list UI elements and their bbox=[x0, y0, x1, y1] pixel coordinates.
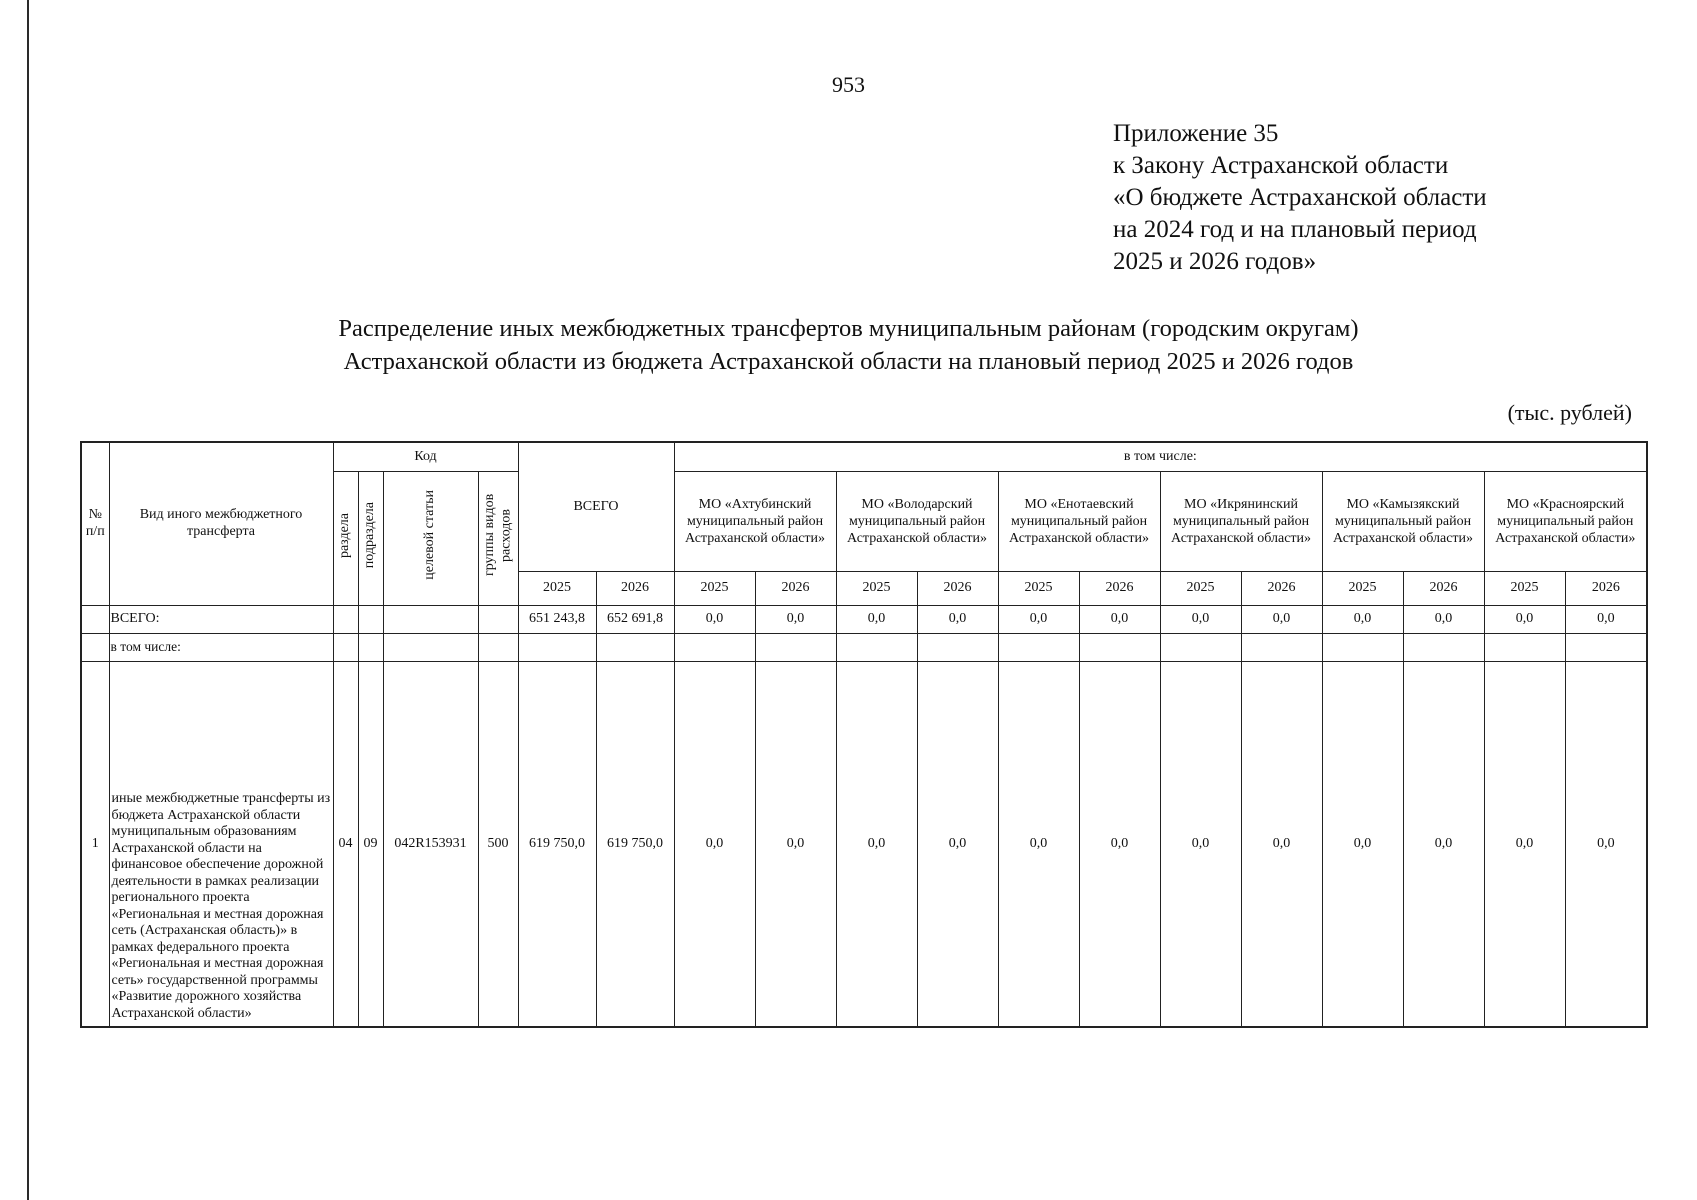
table-cell bbox=[1079, 633, 1160, 661]
table-cell bbox=[81, 633, 109, 661]
binding-line bbox=[27, 0, 29, 1200]
header-year: 2025 bbox=[1484, 571, 1565, 605]
header-code-subsection: подраздела bbox=[358, 471, 383, 605]
table-cell: 0,0 bbox=[836, 661, 917, 1027]
table-cell bbox=[478, 605, 518, 633]
table-cell bbox=[998, 633, 1079, 661]
table-cell: 0,0 bbox=[1322, 661, 1403, 1027]
table-cell: 0,0 bbox=[1079, 661, 1160, 1027]
header-year: 2025 bbox=[1160, 571, 1241, 605]
table-cell bbox=[81, 605, 109, 633]
table-cell: 0,0 bbox=[917, 661, 998, 1027]
row-num: 1 bbox=[81, 661, 109, 1027]
table-cell bbox=[674, 633, 755, 661]
annex-block bbox=[1113, 118, 1487, 278]
table-cell: 0,0 bbox=[674, 661, 755, 1027]
table-cell: 0,0 bbox=[1565, 605, 1647, 633]
table-cell: 0,0 bbox=[1565, 661, 1647, 1027]
table-cell: 0,0 bbox=[755, 605, 836, 633]
table-cell: 0,0 bbox=[1241, 605, 1322, 633]
table-cell bbox=[518, 633, 596, 661]
page-number: 953 bbox=[832, 72, 865, 97]
total-2025: 651 243,8 bbox=[518, 605, 596, 633]
table-cell bbox=[1484, 633, 1565, 661]
header-district-volodarsky: МО «Володарский муниципальный район Астраханской области» bbox=[836, 471, 998, 571]
header-code-expense-group: группы видов расходов bbox=[478, 471, 518, 605]
table-cell bbox=[1160, 633, 1241, 661]
total-2026: 652 691,8 bbox=[596, 605, 674, 633]
header-year: 2026 bbox=[596, 571, 674, 605]
row-total-2026: 619 750,0 bbox=[596, 661, 674, 1027]
header-code-target: целевой статьи bbox=[383, 471, 478, 605]
table-cell bbox=[917, 633, 998, 661]
title-line-1: Распределение иных межбюджетных трансфертов муниципальным районам (городским округам) bbox=[338, 315, 1359, 342]
header-year: 2026 bbox=[917, 571, 998, 605]
including-row-label: в том числе: bbox=[109, 633, 333, 661]
table-cell bbox=[478, 633, 518, 661]
row-section: 04 bbox=[333, 661, 358, 1027]
annex-line: 2025 и 2026 годов» bbox=[1113, 248, 1317, 275]
header-district-krasnoyarsky: МО «Красноярский муниципальный район Астраханской области» bbox=[1484, 471, 1647, 571]
header-district-ikryaninsky: МО «Икрянинский муниципальный район Астраханской области» bbox=[1160, 471, 1322, 571]
table-cell: 0,0 bbox=[917, 605, 998, 633]
table-cell: 0,0 bbox=[1484, 605, 1565, 633]
table-cell: 0,0 bbox=[1403, 661, 1484, 1027]
table-cell bbox=[358, 633, 383, 661]
annex-line: к Закону Астраханской области bbox=[1113, 152, 1449, 179]
header-year: 2026 bbox=[1403, 571, 1484, 605]
annex-line: «О бюджете Астраханской области bbox=[1113, 184, 1487, 211]
table-row bbox=[81, 661, 1647, 1027]
header-code-section: раздела bbox=[333, 471, 358, 605]
table-cell: 0,0 bbox=[674, 605, 755, 633]
table-cell: 0,0 bbox=[1241, 661, 1322, 1027]
total-row-label: ВСЕГО: bbox=[109, 605, 333, 633]
table-cell: 0,0 bbox=[998, 661, 1079, 1027]
document-title bbox=[0, 312, 1697, 378]
header-year: 2026 bbox=[1241, 571, 1322, 605]
header-year: 2026 bbox=[1565, 571, 1647, 605]
table-cell: 0,0 bbox=[1484, 661, 1565, 1027]
table-cell: 0,0 bbox=[998, 605, 1079, 633]
header-year: 2025 bbox=[518, 571, 596, 605]
table-cell bbox=[1565, 633, 1647, 661]
annex-line: Приложение 35 bbox=[1113, 120, 1279, 147]
header-including: в том числе: bbox=[674, 442, 1647, 471]
title-line-2: Астраханской области из бюджета Астраханской области на плановый период 2025 и 2026 годов bbox=[343, 348, 1354, 375]
header-year: 2025 bbox=[998, 571, 1079, 605]
table-cell bbox=[333, 633, 358, 661]
header-year: 2025 bbox=[1322, 571, 1403, 605]
row-subsection: 09 bbox=[358, 661, 383, 1027]
row-total-2025: 619 750,0 bbox=[518, 661, 596, 1027]
row-description: иные межбюджетные трансферты из бюджета Астраханской области муниципальным образованиям Астраханской области на финансовое обеспечение дорожной деятельности в рамках реализации регионального проекта «Региональная и местная дорожная сеть (Астраханская область)» в рамках федерального проекта «Региональная и местная дорожная сеть» государственной программы «Развитие дорожного хозяйства Астраханской области» bbox=[109, 661, 333, 1027]
header-district-kamyzyaksky: МО «Камызякский муниципальный район Астраханской области» bbox=[1322, 471, 1484, 571]
table-cell: 0,0 bbox=[1322, 605, 1403, 633]
header-code: Код bbox=[333, 442, 518, 471]
header-district-enotaevsky: МО «Енотаевский муниципальный район Астраханской области» bbox=[998, 471, 1160, 571]
header-district-akhtubinsky: МО «Ахтубинский муниципальный район Астраханской области» bbox=[674, 471, 836, 571]
total-row bbox=[81, 605, 1647, 633]
table-cell: 0,0 bbox=[1160, 661, 1241, 1027]
header-total: ВСЕГО bbox=[518, 442, 674, 571]
table-cell bbox=[383, 633, 478, 661]
transfers-table bbox=[80, 441, 1648, 1028]
header-year: 2026 bbox=[1079, 571, 1160, 605]
table-cell: 0,0 bbox=[1079, 605, 1160, 633]
including-row bbox=[81, 633, 1647, 661]
header-type: Вид иного межбюджетного трансферта bbox=[109, 442, 333, 605]
header-year: 2025 bbox=[836, 571, 917, 605]
table-cell bbox=[1403, 633, 1484, 661]
table-cell bbox=[1241, 633, 1322, 661]
header-num: № п/п bbox=[81, 442, 109, 605]
table-cell bbox=[1322, 633, 1403, 661]
table-cell: 0,0 bbox=[836, 605, 917, 633]
table-cell: 0,0 bbox=[1160, 605, 1241, 633]
table-cell bbox=[383, 605, 478, 633]
units-label: (тыс. рублей) bbox=[1507, 400, 1632, 425]
row-target: 042R153931 bbox=[383, 661, 478, 1027]
table-cell bbox=[596, 633, 674, 661]
table-cell: 0,0 bbox=[755, 661, 836, 1027]
table-cell bbox=[755, 633, 836, 661]
header-year: 2025 bbox=[674, 571, 755, 605]
table-cell bbox=[358, 605, 383, 633]
table-cell: 0,0 bbox=[1403, 605, 1484, 633]
header-year: 2026 bbox=[755, 571, 836, 605]
row-expense-group: 500 bbox=[478, 661, 518, 1027]
table-cell bbox=[333, 605, 358, 633]
annex-line: на 2024 год и на плановый период bbox=[1113, 216, 1477, 243]
table-cell bbox=[836, 633, 917, 661]
